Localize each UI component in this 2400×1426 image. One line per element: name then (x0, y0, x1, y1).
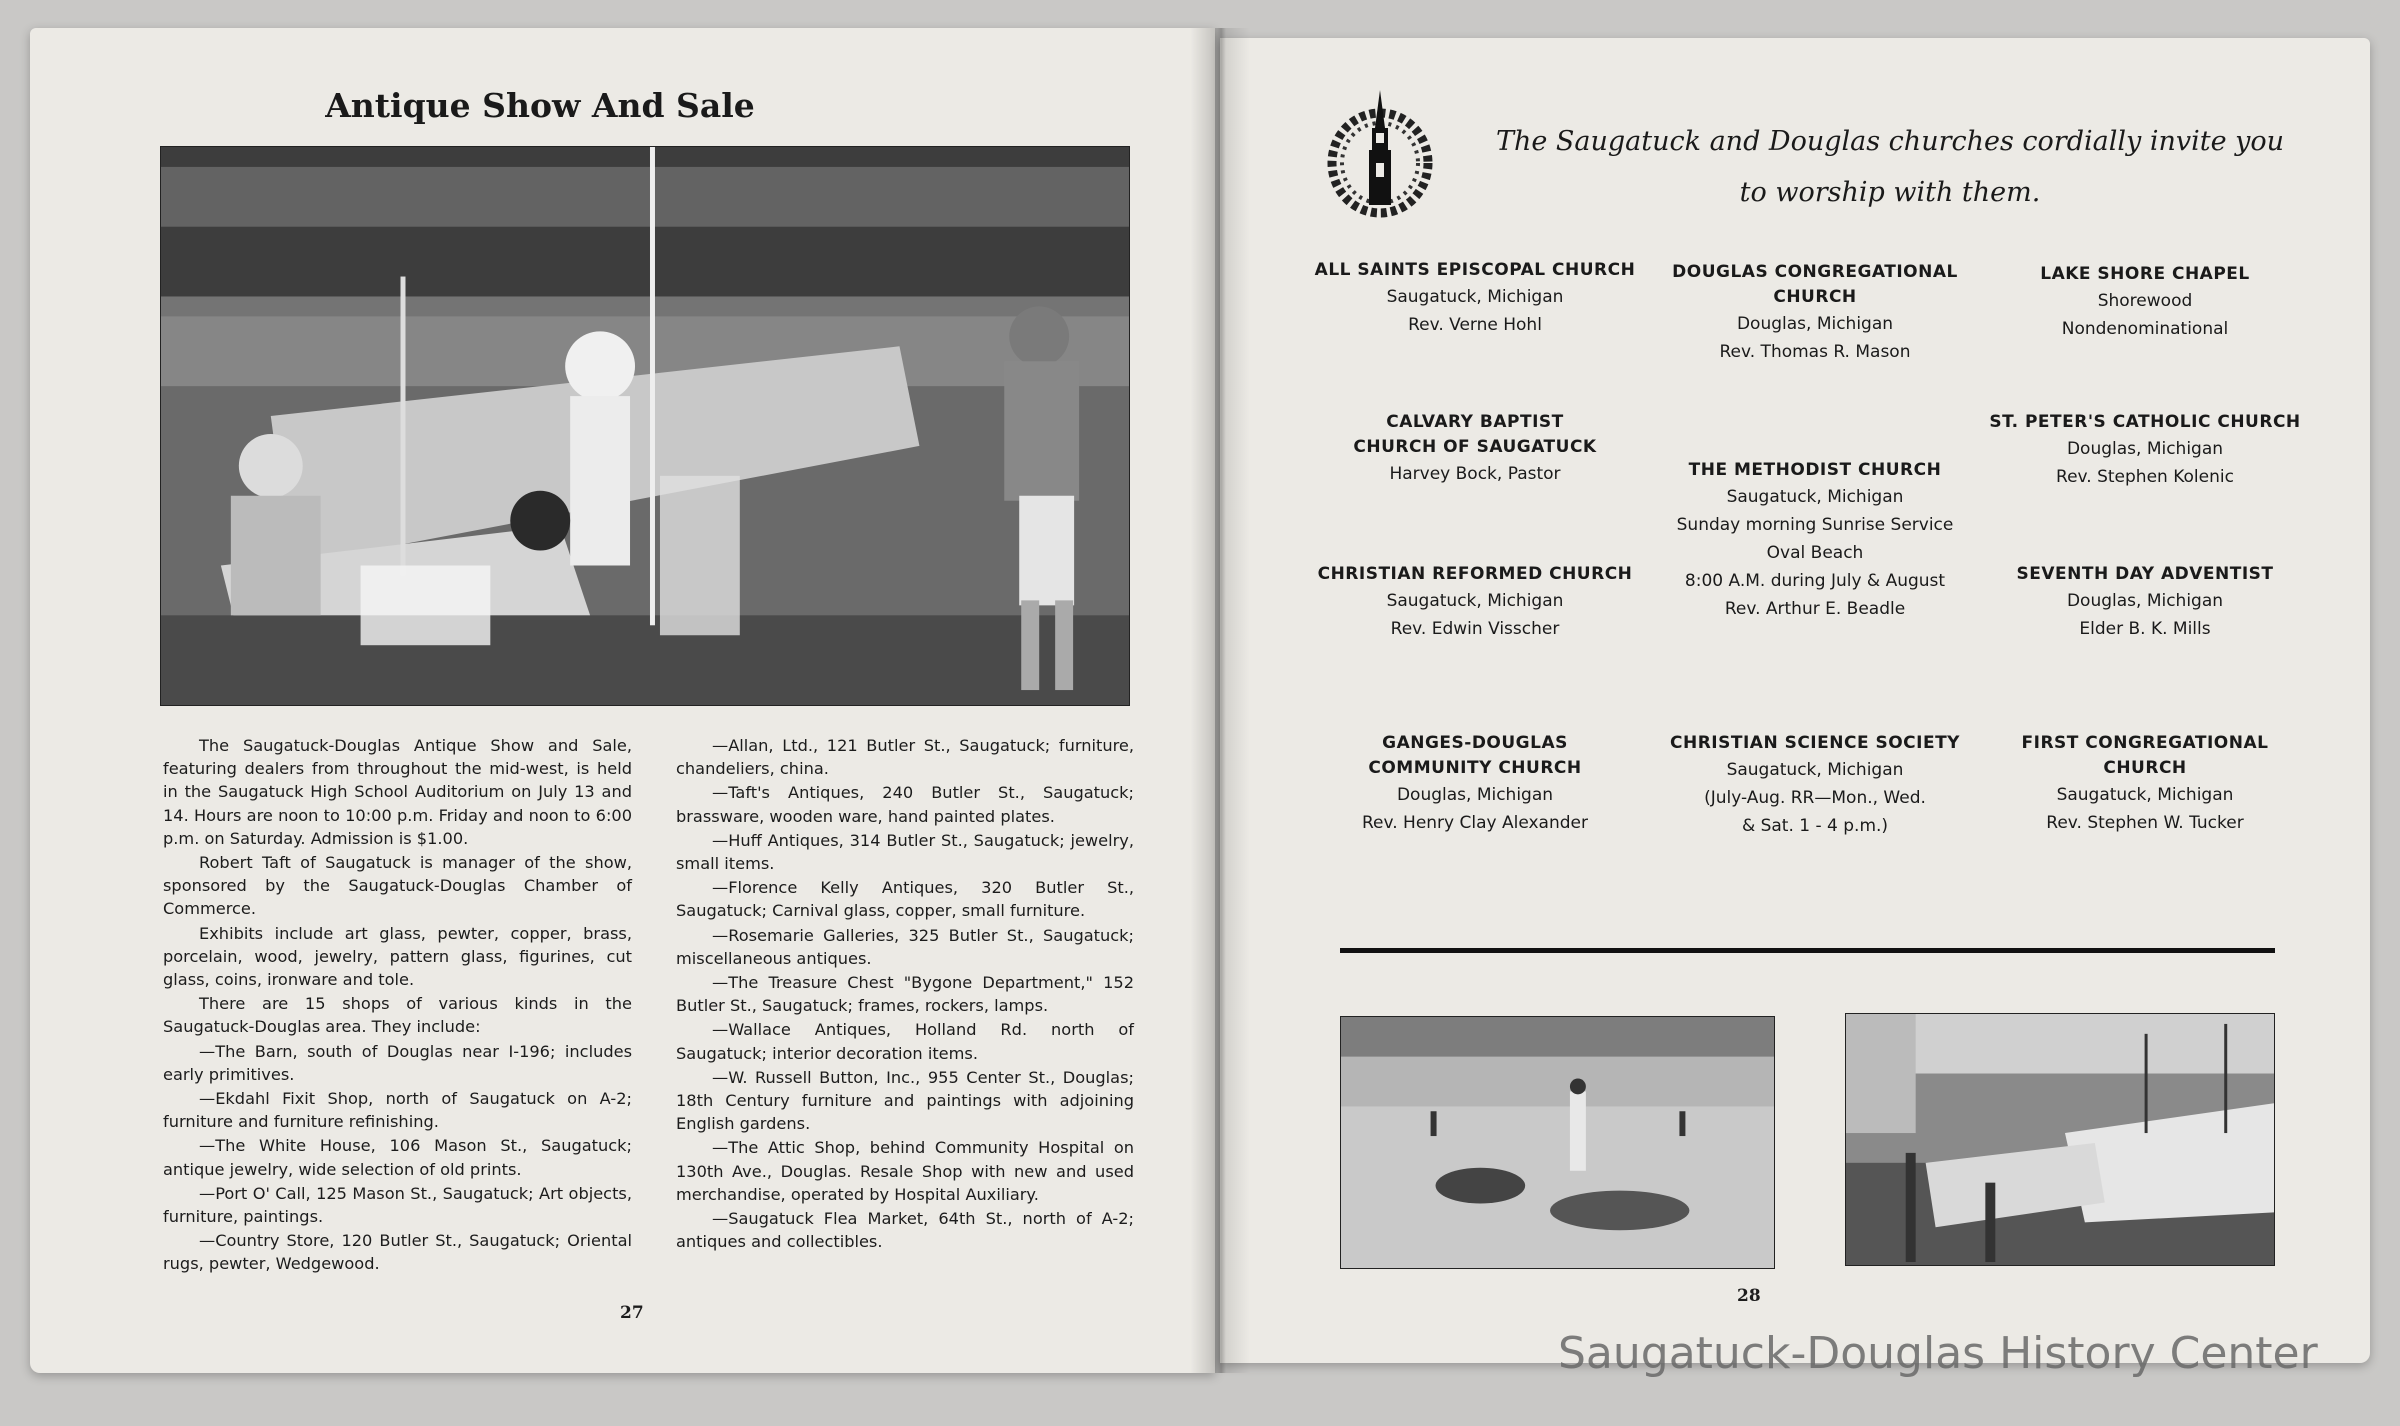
shop-entry: —Saugatuck Flea Market, 64th St., north of A-2; antiques and collectibles. (676, 1209, 1134, 1252)
church-location: Douglas, Michigan (2066, 439, 2224, 459)
shop-entry: —W. Russell Button, Inc., 955 Center St., Douglas; 18th Century furniture and paintings with adjoining English gardens. (676, 1067, 1134, 1134)
article-column-2 (676, 734, 1134, 1254)
shop-entry: —Rosemarie Galleries, 325 Butler St., Saugatuck; miscellaneous antiques. (676, 925, 1134, 968)
church-hours: (July-Aug. RR—Mon., Wed. (1704, 788, 1926, 808)
church-st-peters (1960, 410, 2330, 491)
church-steeple-emblem-icon (1325, 88, 1435, 223)
marina-photo (1845, 1013, 2275, 1266)
church-name: DOUGLAS CONGREGATIONAL (1672, 262, 1958, 282)
church-calvary-baptist (1290, 410, 1660, 488)
church-service: Oval Beach (1766, 543, 1864, 563)
shop-entry: —Huff Antiques, 314 Butler St., Saugatuck; jewelry, small items. (676, 830, 1134, 874)
church-christian-reformed (1290, 562, 1660, 643)
church-pastor: Harvey Bock, Pastor (1389, 464, 1561, 484)
church-name: SEVENTH DAY ADVENTIST (2016, 564, 2274, 584)
church-location: Saugatuck, Michigan (1386, 591, 1564, 611)
antique-show-photo (160, 146, 1130, 706)
church-name: THE METHODIST CHURCH (1688, 460, 1942, 480)
invitation-line-1: The Saugatuck and Douglas churches cordially invite you (1495, 126, 2285, 157)
church-douglas-congregational (1630, 260, 2000, 366)
church-pastor: Rev. Stephen W. Tucker (2046, 813, 2244, 833)
church-first-congregational (1960, 731, 2330, 837)
shop-entry: —Florence Kelly Antiques, 320 Butler St., Saugatuck; Carnival glass, copper, small furniture. (676, 878, 1134, 921)
church-all-saints (1290, 258, 1660, 339)
paragraph: Exhibits include art glass, pewter, copper, brass, porcelain, wood, jewelry, pattern glass, figurines, cut glass, coins, ironware and tole. (163, 923, 632, 990)
church-service: 8:00 A.M. during July & August (1684, 571, 1946, 591)
church-name: CHRISTIAN SCIENCE SOCIETY (1670, 733, 1960, 753)
church-name-cont: CHURCH OF SAUGATUCK (1353, 437, 1597, 457)
church-location: Douglas, Michigan (1736, 314, 1894, 334)
church-methodist (1630, 458, 2000, 623)
paragraph: The Saugatuck-Douglas Antique Show and Sale, featuring dealers from throughout the mid-west, is held in the Saugatuck High School Auditorium on July 13 and 14. Hours are noon to 10:00 p.m. Friday and noon to 6:00 p.m. on Saturday. Admission is $1.00. (163, 736, 632, 848)
shop-entry: —The White House, 106 Mason St., Saugatuck; antique jewelry, wide selection of old prints. (163, 1136, 632, 1179)
church-location: Douglas, Michigan (1396, 785, 1554, 805)
church-christian-science (1630, 731, 2000, 840)
watermark: Saugatuck-Douglas History Center (1558, 1328, 2318, 1379)
spine-shadow (1190, 28, 1250, 1373)
church-name: ALL SAINTS EPISCOPAL CHURCH (1314, 260, 1636, 280)
church-name-cont: CHURCH (2103, 758, 2187, 778)
church-lake-shore (1960, 262, 2330, 343)
church-location: Shorewood (2097, 291, 2193, 311)
paragraph: There are 15 shops of various kinds in the Saugatuck-Douglas area. They include: (163, 994, 632, 1037)
shop-entry: —Taft's Antiques, 240 Butler St., Saugatuck; brassware, wooden ware, hand painted plates. (676, 783, 1134, 826)
shop-entry: —Ekdahl Fixit Shop, north of Saugatuck on A-2; furniture and furniture refinishing. (163, 1089, 632, 1132)
page-number-left: 27 (620, 1303, 644, 1323)
invitation-heading (1460, 116, 2320, 218)
church-name: GANGES-DOUGLAS (1382, 733, 1568, 753)
shop-entry: —Allan, Ltd., 121 Butler St., Saugatuck; furniture, chandeliers, china. (676, 736, 1134, 779)
article-column-1 (163, 734, 632, 1277)
shop-entry: —Wallace Antiques, Holland Rd. north of Saugatuck; interior decoration items. (676, 1020, 1134, 1063)
church-location: Saugatuck, Michigan (2056, 785, 2234, 805)
church-pastor: Rev. Thomas R. Mason (1719, 342, 1911, 362)
church-name-cont: CHURCH (1773, 287, 1857, 307)
church-name: CHRISTIAN REFORMED CHURCH (1317, 564, 1633, 584)
church-pastor: Rev. Verne Hohl (1408, 315, 1542, 335)
church-hours: & Sat. 1 - 4 p.m.) (1741, 816, 1889, 836)
booklet-spread (30, 28, 2370, 1379)
church-pastor: Rev. Edwin Visscher (1390, 619, 1560, 639)
church-location: Douglas, Michigan (2066, 591, 2224, 611)
shop-entry: —The Attic Shop, behind Community Hospital on 130th Ave., Douglas. Resale Shop with new and used merchandise, operated by Hospital Auxiliary. (676, 1138, 1134, 1204)
shop-entry: —Port O' Call, 125 Mason St., Saugatuck; Art objects, furniture, paintings. (163, 1183, 632, 1227)
church-location: Saugatuck, Michigan (1726, 760, 1904, 780)
church-ganges-douglas (1290, 731, 1660, 837)
shop-entry: —The Treasure Chest "Bygone Department," 152 Butler St., Saugatuck; frames, rockers, lamps. (676, 973, 1134, 1016)
church-name: FIRST CONGREGATIONAL (2021, 733, 2269, 753)
church-pastor: Rev. Henry Clay Alexander (1361, 813, 1588, 833)
church-denomination: Nondenominational (2061, 319, 2229, 339)
page-title: Antique Show And Sale (325, 86, 755, 125)
church-pastor: Rev. Arthur E. Beadle (1724, 599, 1906, 619)
church-name-cont: COMMUNITY CHURCH (1368, 758, 1582, 778)
church-pastor: Rev. Stephen Kolenic (2056, 467, 2234, 487)
church-location: Saugatuck, Michigan (1726, 487, 1904, 507)
church-name: LAKE SHORE CHAPEL (2040, 264, 2250, 284)
paragraph: Robert Taft of Saugatuck is manager of the show, sponsored by the Saugatuck-Douglas Chamber of Commerce. (163, 853, 632, 919)
beach-photo (1340, 1016, 1775, 1269)
church-name: CALVARY BAPTIST (1386, 412, 1564, 432)
church-service: Sunday morning Sunrise Service (1676, 515, 1954, 535)
church-seventh-day-adventist (1960, 562, 2330, 643)
church-location: Saugatuck, Michigan (1386, 287, 1564, 307)
church-name: ST. PETER'S CATHOLIC CHURCH (1989, 412, 2301, 432)
shop-entry: —The Barn, south of Douglas near I-196; includes early primitives. (163, 1041, 632, 1084)
church-pastor: Elder B. K. Mills (2079, 619, 2211, 639)
page-number-right: 28 (1737, 1286, 1761, 1306)
shop-entry: —Country Store, 120 Butler St., Saugatuck; Oriental rugs, pewter, Wedgewood. (163, 1231, 632, 1274)
page-27 (30, 28, 1215, 1373)
divider-rule (1340, 948, 2275, 953)
invitation-line-2: to worship with them. (1739, 177, 2041, 208)
